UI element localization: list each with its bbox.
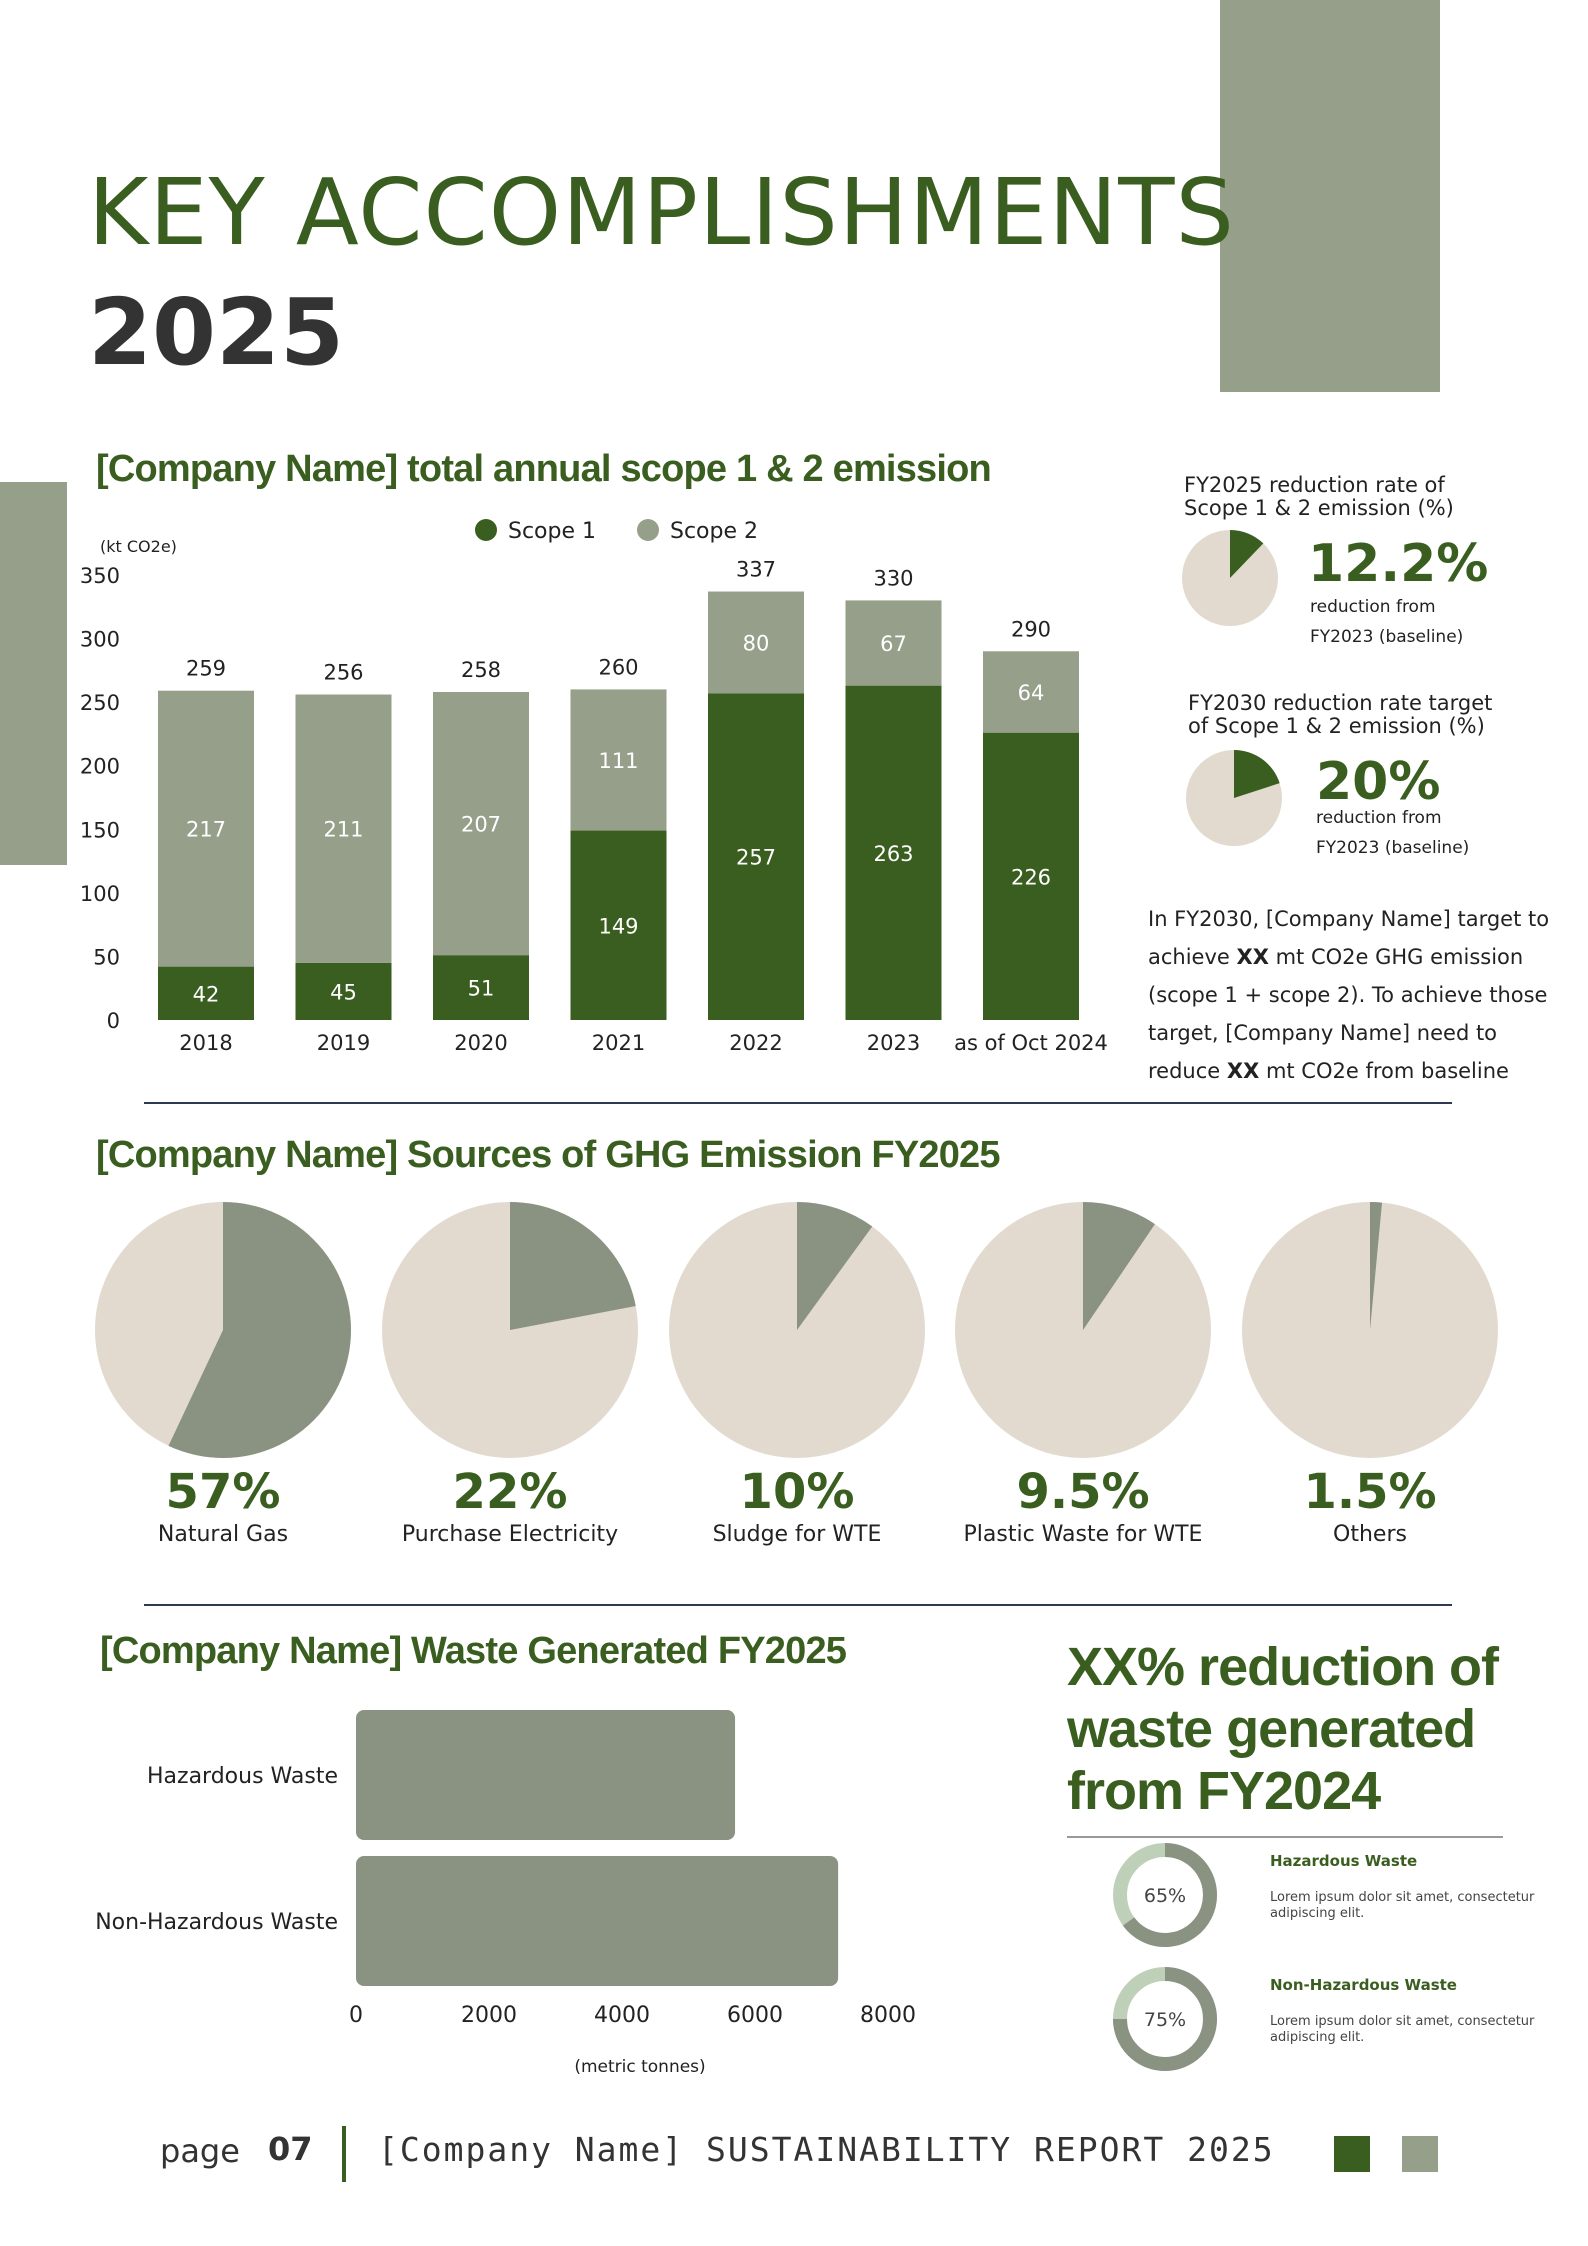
ghg-pie bbox=[953, 1200, 1213, 1460]
bar-value-scope2: 111 bbox=[598, 748, 639, 773]
bar-total-label: 337 bbox=[735, 557, 777, 582]
x-tick-label: 2018 bbox=[179, 1031, 233, 1055]
y-tick-label: 200 bbox=[79, 754, 120, 779]
bar-value-scope1: 51 bbox=[467, 976, 495, 1001]
hazardous-desc: Lorem ipsum dolor sit amet, consectetur adipiscing elit. bbox=[1270, 1890, 1535, 1921]
pie-label: Others bbox=[1333, 1522, 1407, 1547]
waste-bar bbox=[356, 1856, 838, 1986]
bar-value-scope1: 149 bbox=[598, 914, 639, 939]
x-tick-label: 2022 bbox=[729, 1031, 783, 1055]
footer-report-title: [Company Name] SUSTAINABILITY REPORT 2025 bbox=[378, 2130, 1275, 2169]
bar-value-scope2: 207 bbox=[460, 812, 502, 837]
x-axis-unit: (metric tonnes) bbox=[574, 2057, 706, 2077]
bar-value-scope2: 67 bbox=[880, 632, 907, 657]
bar-value-scope2: 217 bbox=[185, 817, 227, 842]
emission-bar-chart bbox=[0, 500, 1130, 1060]
footer-separator bbox=[342, 2126, 346, 2182]
x-tick-label: 6000 bbox=[727, 2003, 783, 2028]
sources-section-title: [Company Name] Sources of GHG Emission FY2025 bbox=[96, 1134, 1000, 1176]
ghg-pie bbox=[93, 1200, 353, 1460]
legend-label-scope1: Scope 1 bbox=[508, 519, 597, 544]
x-tick-label: 2023 bbox=[866, 1031, 921, 1055]
kpi2-sub bbox=[1316, 803, 1469, 863]
x-tick-label: 8000 bbox=[860, 2003, 916, 2028]
bar-value-scope1: 263 bbox=[873, 841, 914, 866]
pie-percentage: 22% bbox=[452, 1464, 568, 1520]
pie-label: Purchase Electricity bbox=[401, 1522, 619, 1547]
waste-headline-rule bbox=[1067, 1836, 1503, 1838]
non-hazardous-desc: Lorem ipsum dolor sit amet, consectetur adipiscing elit. bbox=[1270, 2014, 1535, 2045]
y-tick-label: 0 bbox=[106, 1009, 120, 1033]
non-hazardous-title: Non-Hazardous Waste bbox=[1270, 1976, 1457, 1994]
y-tick-label: 350 bbox=[79, 564, 120, 588]
waste-section-title: [Company Name] Waste Generated FY2025 bbox=[100, 1630, 847, 1672]
bar-total-label: 330 bbox=[873, 566, 914, 591]
bar-total-label: 258 bbox=[460, 657, 502, 682]
pie-percentage: 10% bbox=[739, 1464, 855, 1520]
note-text-2: mt CO2e GHG emission (scope 1 + scope 2). To achieve those target, [Company Name] need to reduce bbox=[1148, 945, 1548, 1083]
bar-total-label: 256 bbox=[323, 660, 364, 685]
footer-page-label: page bbox=[160, 2132, 240, 2170]
x-tick-label: as of Oct 2024 bbox=[954, 1031, 1108, 1055]
non-hazardous-donut-label: 75% bbox=[1143, 2009, 1187, 2031]
kpi2-value: 20% bbox=[1316, 752, 1441, 812]
chart-legend bbox=[475, 519, 758, 544]
kpi1-caption: FY2025 reduction rate of Scope 1 & 2 emission (%) bbox=[1184, 473, 1454, 520]
hazardous-donut-label: 65% bbox=[1143, 1885, 1187, 1907]
x-tick-label: 2020 bbox=[454, 1031, 508, 1055]
section-divider-2 bbox=[144, 1604, 1452, 1606]
page-year: 2025 bbox=[88, 279, 345, 386]
pie-label: Natural Gas bbox=[157, 1522, 289, 1547]
pie-label: Sludge for WTE bbox=[712, 1522, 882, 1547]
x-tick-label: 2000 bbox=[461, 2003, 517, 2028]
bar-value-scope1: 226 bbox=[1010, 865, 1052, 890]
legend-label-scope2: Scope 2 bbox=[670, 519, 759, 544]
note-text-3: mt CO2e from baseline bbox=[1259, 1059, 1509, 1083]
y-tick-label: 150 bbox=[79, 818, 120, 843]
section-divider-1 bbox=[144, 1102, 1452, 1104]
ghg-pie bbox=[380, 1200, 640, 1460]
y-tick-label: 300 bbox=[79, 627, 120, 652]
y-tick-label: 250 bbox=[79, 691, 120, 716]
footer-square-gray bbox=[1402, 2136, 1438, 2172]
bar-total-label: 290 bbox=[1010, 617, 1052, 642]
target-note bbox=[1148, 900, 1568, 1090]
bar-value-scope1: 257 bbox=[735, 845, 777, 870]
kpi1-sub-line2: FY2023 (baseline) bbox=[1310, 627, 1464, 647]
kpi1-value: 12.2% bbox=[1308, 534, 1489, 594]
ghg-pie bbox=[667, 1200, 927, 1460]
x-tick-label: 2019 bbox=[316, 1031, 371, 1055]
note-bold-2: XX bbox=[1226, 1059, 1260, 1083]
legend-swatch-scope2 bbox=[637, 519, 659, 541]
kpi2-sub-line2: FY2023 (baseline) bbox=[1316, 838, 1470, 858]
waste-bar bbox=[356, 1710, 735, 1840]
bar-value-scope2: 80 bbox=[742, 631, 770, 656]
ghg-source-pies bbox=[0, 1200, 1588, 1570]
hazardous-title: Hazardous Waste bbox=[1270, 1852, 1418, 1870]
emission-section-title: [Company Name] total annual scope 1 & 2 emission bbox=[96, 448, 991, 490]
x-tick-label: 2021 bbox=[591, 1031, 646, 1055]
bar-value-scope1: 45 bbox=[330, 980, 357, 1005]
pie-percentage: 9.5% bbox=[1016, 1464, 1150, 1520]
waste-category-label: Hazardous Waste bbox=[147, 1764, 338, 1789]
footer-page-number: 07 bbox=[268, 2130, 313, 2168]
waste-category-label: Non-Hazardous Waste bbox=[95, 1910, 338, 1935]
bar-value-scope2: 64 bbox=[1017, 680, 1045, 705]
waste-reduction-headline: XX% reduction of waste generated from FY2024 bbox=[1067, 1637, 1499, 1821]
x-tick-label: 0 bbox=[349, 2003, 363, 2028]
pie-percentage: 1.5% bbox=[1303, 1464, 1437, 1520]
kpi1-pie bbox=[1180, 528, 1280, 628]
note-bold-1: XX bbox=[1236, 945, 1269, 969]
pie-percentage: 57% bbox=[165, 1464, 281, 1520]
bar-total-label: 259 bbox=[185, 656, 227, 681]
pie-label: Plastic Waste for WTE bbox=[963, 1522, 1203, 1547]
decorative-block-top bbox=[1220, 0, 1440, 392]
note-text-1: In FY2030, [Company Name] target to achieve bbox=[1148, 907, 1550, 969]
non-hazardous-donut bbox=[1110, 1964, 1220, 2074]
hazardous-donut bbox=[1110, 1840, 1220, 1950]
kpi1-sub bbox=[1310, 592, 1463, 652]
footer-square-green bbox=[1334, 2136, 1370, 2172]
bar-value-scope1: 42 bbox=[192, 982, 220, 1007]
waste-bar-chart bbox=[0, 1690, 1000, 2090]
kpi2-sub-line1: reduction from bbox=[1316, 808, 1442, 828]
kpi2-caption: FY2030 reduction rate target of Scope 1 & 2 emission (%) bbox=[1188, 691, 1493, 738]
bar-value-scope2: 211 bbox=[323, 817, 364, 842]
y-tick-label: 50 bbox=[93, 945, 120, 970]
y-tick-label: 100 bbox=[79, 881, 120, 906]
bar-total-label: 260 bbox=[598, 655, 639, 680]
kpi2-pie bbox=[1184, 748, 1284, 848]
y-axis-unit: (kt CO2e) bbox=[100, 537, 177, 556]
kpi1-sub-line1: reduction from bbox=[1310, 597, 1436, 617]
x-tick-label: 4000 bbox=[594, 2003, 650, 2028]
ghg-pie bbox=[1240, 1200, 1500, 1460]
page-title: KEY ACCOMPLISHMENTS bbox=[88, 159, 1235, 266]
legend-swatch-scope1 bbox=[475, 519, 497, 541]
